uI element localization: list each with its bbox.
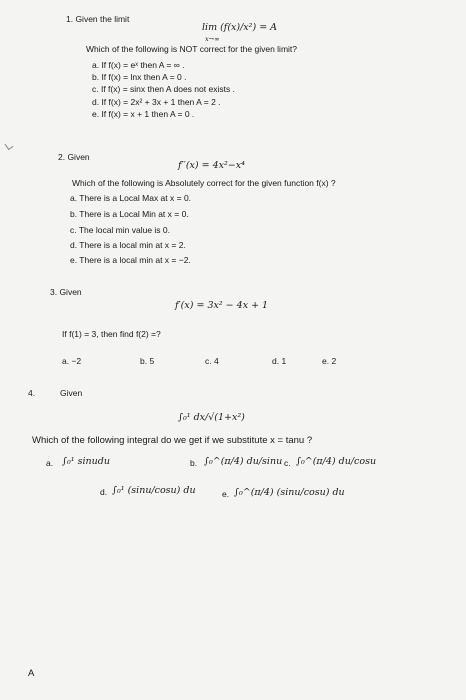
q3-option-e: e. 2 xyxy=(322,356,337,366)
q1-limit-expr: lim (f(x)/x²) = A xyxy=(202,22,278,33)
q4-option-d-label: d. xyxy=(100,487,108,497)
q4-option-e-label: e. xyxy=(222,489,230,499)
q3-prompt: If f(1) = 3, then find f(2) =? xyxy=(62,329,161,339)
q4-option-b-label: b. xyxy=(190,458,198,468)
q2-expr: f′′(x) = 4x²−x⁴ xyxy=(178,160,245,171)
q1-option-a: a. If f(x) = eˣ then A = ∞ . xyxy=(92,60,185,70)
q4-prompt: Which of the following integral do we get if we substitute x = tanu ? xyxy=(32,435,313,446)
q2-option-e: e. There is a local min at x = −2. xyxy=(70,255,191,265)
q4-option-b-expr: ∫₀^(π/4) du/sinu xyxy=(204,456,283,467)
q4-option-d-expr: ∫₀¹ (sinu/cosu) du xyxy=(112,485,196,496)
q3-option-a: a. −2 xyxy=(62,356,82,366)
q1-title: 1. Given the limit xyxy=(66,14,130,24)
q4-number: 4. xyxy=(28,388,36,398)
q3-option-b: b. 5 xyxy=(140,356,155,366)
q4-option-e-expr: ∫₀^(π/4) (sinu/cosu) du xyxy=(234,487,345,498)
q2-option-c: c. The local min value is 0. xyxy=(70,225,170,235)
footer-letter: A xyxy=(28,668,35,679)
q1-option-b: b. If f(x) = lnx then A = 0 . xyxy=(92,72,187,82)
q3-expr: f′(x) = 3x² − 4x + 1 xyxy=(175,300,269,311)
q2-option-b: b. There is a Local Min at x = 0. xyxy=(70,209,189,219)
q2-option-d: d. There is a local min at x = 2. xyxy=(70,240,186,250)
q4-option-a-expr: ∫₀¹ sinudu xyxy=(62,456,110,467)
q3-option-c: c. 4 xyxy=(205,356,219,366)
q3-title: 3. Given xyxy=(50,287,82,297)
q2-title: 2. Given xyxy=(58,152,90,162)
q1-option-c: c. If f(x) = sinx then A does not exists . xyxy=(92,84,235,94)
margin-tick-mark xyxy=(5,141,14,150)
q2-prompt: Which of the following is Absolutely correct for the given function f(x) ? xyxy=(72,178,336,188)
q4-integral-expr: ∫₀¹ dx/√(1+x²) xyxy=(178,412,245,423)
q4-option-c-label: c. xyxy=(284,458,291,468)
q1-option-d: d. If f(x) = 2x² + 3x + 1 then A = 2 . xyxy=(92,97,221,107)
q4-given: Given xyxy=(60,388,83,398)
q1-prompt: Which of the following is NOT correct for the given limit? xyxy=(86,44,298,54)
q4-option-c-expr: ∫₀^(π/4) du/cosu xyxy=(296,456,377,467)
q1-limit-subscript: x→∞ xyxy=(205,35,220,43)
q3-option-d: d. 1 xyxy=(272,356,287,366)
q4-option-a-label: a. xyxy=(46,458,54,468)
q2-option-a: a. There is a Local Max at x = 0. xyxy=(70,193,192,203)
q1-option-e: e. If f(x) = x + 1 then A = 0 . xyxy=(92,109,195,119)
